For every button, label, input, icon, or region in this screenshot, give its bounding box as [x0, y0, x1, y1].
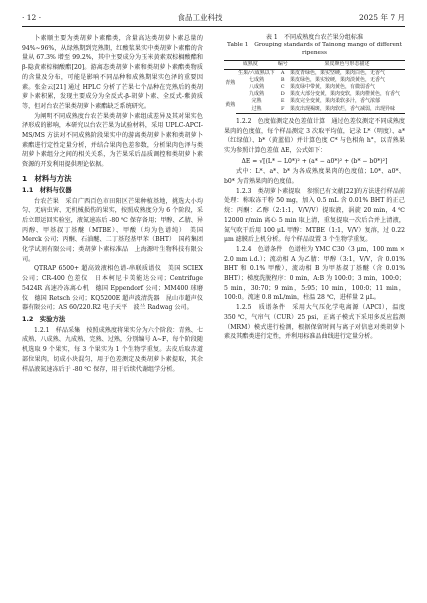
table-cell-code: F — [277, 106, 289, 114]
subsection-heading-materials: 1.1 材料与仪器 — [22, 185, 72, 194]
mass-spec-paragraph: 1.2.5 质谱条件 采用大气压化学电离源（APCI），温度 350 ℃，气帘气（CUR）25 psi，正离子模式下采用多反应监测（MRM）模式进行检测，根据保留时间与离子对信息对类胡萝卜素及其酯类进行定性，并利用标准品曲线进行定量分析。 — [224, 304, 405, 341]
table-cell-stage: 八成熟 — [248, 84, 264, 90]
sampling-paragraph: 1.2.1 样品采集 按照成熟度将果实分为六个阶段：青熟、七成熟、八成熟、九成熟、完熟、过熟，分别编号 A~F，每个阶段随机选取 9 个果实，每 3 个果实为 1 个生物学重复。去皮后取赤道部位果肉，切成小块混匀，用于色差测定及类胡萝卜素提取，其余样品液氮速冻后于 -80 ℃ 保存，用于后续代谢组学分析。 — [22, 326, 203, 373]
instruments-paragraph: QTRAP 6500+ 超高效液相色谱-串联质谱仪 美国 SCIEX 公司；CR-400 色差仪 日本柯尼卡美能达公司；Centrifuge 5424R 高速冷冻离心机 德国 Eppendorf 公司；MM400 球磨仪 德国 Retsch 公司；KQ5200E 超声波清洗器 昆山市超声仪器有限公司；AS 60/220.R2 电子天平 波兰 Radwag 公司。 — [22, 265, 203, 312]
table-cell-stage: 九成熟 — [248, 91, 264, 98]
formula-explanation: 式中：L*、a*、b* 为各成熟度果肉的色度值；L0*、a0*、b0* 为青熟果肉的色度值。 — [224, 168, 405, 186]
table-row — [224, 98, 405, 105]
table-caption-en: Table 1 Grouping standards of Tainong mango of different ripeness — [227, 42, 402, 56]
table-cell-desc: 果皮绿色，果实较硬，果肉淡黄色，无香气 — [289, 76, 385, 83]
ripeness-grouping-table — [224, 60, 405, 113]
running-header — [22, 10, 405, 24]
table-row — [224, 77, 405, 84]
table-cell-desc: 果皮完全变黄，果肉柔软多汁，香气浓郁 — [289, 98, 380, 105]
table-header-row — [224, 61, 405, 69]
table-cell-stage: 七成熟 — [248, 76, 264, 83]
table-header-ripeness: 成熟度 — [224, 61, 277, 69]
materials-paragraph: 台农芒果 采自广西百色市田阳区芒果种植基地，挑选大小均匀、无病虫害、无机械损伤的果实，按照成熟度分为 6 个阶段，采后立即运回实验室，液氮速冻后 -80 ℃ 保存备用；甲醇、乙腈、异丙醇、甲基叔丁基醚（MTBE）、甲酸（均为色谱纯） 美国 Merck 公司；丙酮、石油醚、二丁基羟基甲苯（BHT） 国药集团化学试剂有限公司；类胡萝卜素标准品 上海源叶生物科技有限公司。 — [22, 197, 203, 263]
color-measurement-paragraph: 1.2.2 色度值测定及色差值计算 通过色差仪测定不同成熟度果肉的色度值，每个样品测定 3 次取平均值，记录 L*（明度）、a*（红绿值）、b*（黄蓝值）并计算色度 C* 与色相角 h°，以青熟果实为参照计算色差值 ΔE，公式如下： — [224, 117, 405, 154]
table-row — [224, 106, 405, 114]
table-cell-stage: 生果/六成熟以下 — [238, 69, 275, 76]
table-row — [224, 69, 405, 77]
table-cell-code: D — [280, 91, 285, 98]
page-number: · 12 · — [22, 12, 42, 22]
table-cell-group: 黄熟 — [225, 102, 236, 109]
table-cell-group: 青熟 — [225, 80, 236, 87]
extraction-paragraph: 1.2.3 类胡萝卜素提取 参照已有文献[22]的方法进行样品前处理：称取冻干粉 50 mg，加入 0.5 mL 含 0.01% BHT 的正己烷：丙酮：乙醇（2:1:1，V/V/V）提取液，涡旋 20 min，4 ℃ 12000 r/min 离心 5 min 取上清，重复提取一次后合并上清液，氮气吹干后用 100 μL 甲醇：MTBE（1:1，V/V）复溶，过 0.22 μm 滤膜后上机分析。每个样品设置 3 个生物学重复。 — [224, 187, 405, 244]
table-cell-code: A — [280, 69, 285, 76]
table-cell-code: C — [280, 84, 285, 90]
table-cell-code: E — [280, 98, 285, 105]
right-column — [224, 34, 405, 342]
left-column — [22, 34, 203, 374]
table-cell-desc: 果皮绿中带黄，果肉黄色，有微弱香气 — [289, 84, 375, 90]
table-cell-stage: 过熟 — [236, 106, 276, 114]
table-header-description: 果皮颜色与形态描述 — [289, 61, 405, 69]
journal-name: 食品工业科技 — [177, 12, 223, 22]
intro-paragraph-1: 卜素顺主要为类胡萝卜素酯类，含量高达类胡萝卜素总量的 94%~96%，从绿熟期到完熟期，红酸浆果实中类胡萝卜素酯的含量从 67.3% 增至 99.2%，其中主要成分为玉米黄素双棕榈酸酯和 β-隐黄素棕榈酸酯[20]。游离态类胡萝卜素和类胡萝卜素酯类物质的含量及分布，可能是影响不同品种和成熟期果实色泽的重要因素。张金云[21] 通过 HPLC 分析了芒果七个品种在完熟后的类胡萝卜素积累，发现主要成分为全反式-β-胡萝卜素、全反式-紫黄质等，但对台农芒果类胡萝卜素酯缺乏系统研究。 — [22, 35, 203, 110]
section-heading-methods: 1 材料与方法 — [22, 173, 72, 183]
issue-date: 2025 年 7 月 — [358, 12, 405, 22]
chromatography-paragraph: 1.2.4 色谱条件 色谱柱为 YMC C30（3 μm，100 mm × 2.0 mm i.d.）；流动相 A 为乙腈：甲醇（3:1，V/V，含 0.01% BHT 和 0.1% 甲酸），流动相 B 为甲基叔丁基醚（含 0.01% BHT）；梯度洗脱程序：0 min，A:B 为 100:0；3 min，100:0；5 min，30:70；9 min，5:95；10 min，100:0；11 min，100:0。流速 0.8 mL/min，柱温 28 ℃，进样量 2 μL。 — [224, 245, 405, 302]
table-cell-code: B — [280, 76, 285, 83]
intro-paragraph-2: 为阐明不同成熟度台农芒果类胡萝卜素组成差异及其对果实色泽形成的影响，本研究以台农芒果为试验材料，采用 UPLC-APCI-MS/MS 方法对不同成熟阶段果实中的游离类胡萝卜素和类胡萝卜素酯进行定性定量分析，并结合果肉色差参数，分析果肉色泽与类胡萝卜素组分之间的相关关系，为芒果采后品质调控和类胡萝卜素资源的开发利用提供理论依据。 — [22, 112, 203, 169]
table-cell-desc: 果皮大部分变黄，果肉变软，果肉橙黄色，有香气 — [289, 91, 400, 98]
table-cell-desc: 果皮出现褐斑，果肉软烂，香气减弱，出现异味 — [289, 106, 405, 114]
table-caption-cn: 表 1 不同成熟度台农芒果分组标准 — [265, 34, 364, 41]
color-difference-formula: ΔE = √[(L* − L0*)² + (a* − a0*)² + (b* − b0*)²] — [241, 157, 388, 165]
table-header-code: 编号 — [277, 61, 288, 68]
header-rule — [22, 26, 405, 27]
subsection-heading-experimental: 1.2 实验方法 — [22, 314, 66, 323]
table-cell-desc: 果皮青绿色，果实坚硬，果肉白色，无香气 — [289, 69, 385, 76]
table-cell-stage: 完熟 — [251, 98, 262, 105]
